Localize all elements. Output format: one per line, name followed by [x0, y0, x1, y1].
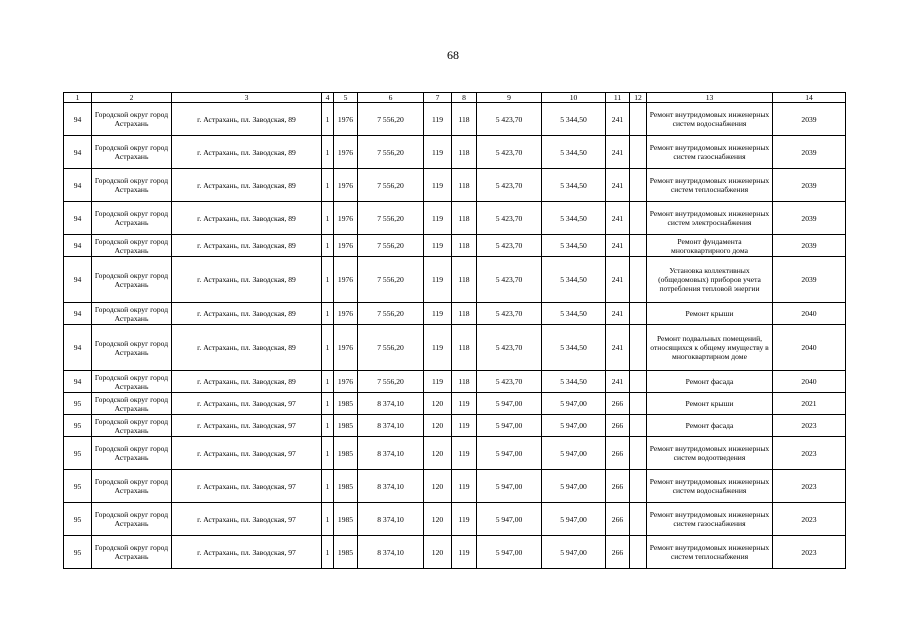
table-cell-col-12 [630, 325, 647, 371]
table-cell-col-2: Городской округ город Астрахань [92, 303, 172, 325]
table-cell-col-3: г. Астрахань, пл. Заводская, 89 [172, 235, 322, 257]
table-cell-col-3: г. Астрахань, пл. Заводская, 89 [172, 257, 322, 303]
table-cell-col-8: 118 [452, 136, 477, 169]
table-cell-col-10: 5 344,50 [542, 169, 606, 202]
table-cell-col-1: 95 [64, 415, 92, 437]
table-cell-col-11: 266 [606, 503, 630, 536]
table-cell-col-2: Городской округ город Астрахань [92, 470, 172, 503]
table-cell-col-6: 7 556,20 [358, 325, 424, 371]
table-cell-col-7: 119 [424, 325, 452, 371]
table-cell-col-14: 2023 [773, 503, 846, 536]
table-cell-col-2: Городской округ город Астрахань [92, 202, 172, 235]
table-cell-col-14: 2023 [773, 470, 846, 503]
table-cell-col-11: 241 [606, 235, 630, 257]
table-cell-col-8: 119 [452, 415, 477, 437]
table-cell-col-13: Ремонт внутридомовых инженерных систем газоснабжения [647, 503, 773, 536]
table-cell-col-14: 2021 [773, 393, 846, 415]
table-cell-col-4: 1 [322, 169, 334, 202]
table-cell-col-10: 5 344,50 [542, 303, 606, 325]
table-cell-col-12 [630, 470, 647, 503]
table-cell-col-11: 266 [606, 536, 630, 569]
table-cell-col-1: 94 [64, 103, 92, 136]
table-cell-col-1: 94 [64, 235, 92, 257]
table-cell-col-7: 120 [424, 503, 452, 536]
table-cell-col-8: 118 [452, 169, 477, 202]
column-number-1: 1 [64, 93, 92, 103]
table-cell-col-10: 5 947,00 [542, 415, 606, 437]
table-cell-col-12 [630, 415, 647, 437]
table-cell-col-5: 1976 [334, 169, 358, 202]
column-number-5: 5 [334, 93, 358, 103]
table-cell-col-11: 241 [606, 136, 630, 169]
table-cell-col-8: 118 [452, 325, 477, 371]
table-cell-col-6: 7 556,20 [358, 235, 424, 257]
page-number: 68 [447, 48, 459, 62]
table-cell-col-8: 118 [452, 303, 477, 325]
table-cell-col-5: 1976 [334, 303, 358, 325]
table-cell-col-13: Ремонт крыши [647, 303, 773, 325]
table-cell-col-14: 2023 [773, 536, 846, 569]
table-cell-col-14: 2039 [773, 103, 846, 136]
table-cell-col-11: 266 [606, 470, 630, 503]
table-cell-col-14: 2023 [773, 415, 846, 437]
table-cell-col-10: 5 947,00 [542, 437, 606, 470]
table-cell-col-14: 2023 [773, 437, 846, 470]
table-cell-col-1: 94 [64, 303, 92, 325]
table-cell-col-1: 94 [64, 257, 92, 303]
table-cell-col-11: 241 [606, 303, 630, 325]
table-cell-col-9: 5 423,70 [477, 235, 542, 257]
table-cell-col-1: 95 [64, 503, 92, 536]
table-cell-col-12 [630, 393, 647, 415]
table-cell-col-8: 118 [452, 371, 477, 393]
table-cell-col-10: 5 947,00 [542, 470, 606, 503]
table-cell-col-6: 8 374,10 [358, 437, 424, 470]
table-row [64, 169, 846, 202]
table-cell-col-9: 5 947,00 [477, 437, 542, 470]
table-cell-col-5: 1976 [334, 257, 358, 303]
table-cell-col-4: 1 [322, 202, 334, 235]
table-cell-col-1: 94 [64, 325, 92, 371]
table-cell-col-3: г. Астрахань, пл. Заводская, 97 [172, 470, 322, 503]
table-cell-col-3: г. Астрахань, пл. Заводская, 97 [172, 393, 322, 415]
table-cell-col-9: 5 423,70 [477, 103, 542, 136]
table-cell-col-9: 5 423,70 [477, 303, 542, 325]
table-cell-col-5: 1985 [334, 393, 358, 415]
table-cell-col-5: 1976 [334, 235, 358, 257]
table-cell-col-11: 266 [606, 393, 630, 415]
table-cell-col-9: 5 423,70 [477, 202, 542, 235]
table-cell-col-9: 5 947,00 [477, 503, 542, 536]
table-cell-col-3: г. Астрахань, пл. Заводская, 89 [172, 371, 322, 393]
table-cell-col-5: 1985 [334, 470, 358, 503]
table-cell-col-11: 241 [606, 103, 630, 136]
table-cell-col-14: 2040 [773, 325, 846, 371]
table-row [64, 257, 846, 303]
table-cell-col-6: 7 556,20 [358, 103, 424, 136]
table-cell-col-4: 1 [322, 393, 334, 415]
table-cell-col-13: Ремонт внутридомовых инженерных систем водоснабжения [647, 470, 773, 503]
table-cell-col-1: 94 [64, 169, 92, 202]
table-cell-col-10: 5 344,50 [542, 202, 606, 235]
table-cell-col-9: 5 423,70 [477, 325, 542, 371]
table-cell-col-12 [630, 437, 647, 470]
table-cell-col-8: 118 [452, 257, 477, 303]
table-cell-col-2: Городской округ город Астрахань [92, 103, 172, 136]
table-cell-col-4: 1 [322, 536, 334, 569]
table-cell-col-10: 5 344,50 [542, 371, 606, 393]
table-row [64, 235, 846, 257]
table-cell-col-1: 94 [64, 371, 92, 393]
column-number-13: 13 [647, 93, 773, 103]
table-cell-col-4: 1 [322, 371, 334, 393]
table-cell-col-3: г. Астрахань, пл. Заводская, 97 [172, 437, 322, 470]
table-cell-col-10: 5 344,50 [542, 257, 606, 303]
table-cell-col-11: 241 [606, 257, 630, 303]
table-cell-col-11: 266 [606, 437, 630, 470]
table-cell-col-10: 5 947,00 [542, 503, 606, 536]
table-cell-col-5: 1985 [334, 415, 358, 437]
table-cell-col-3: г. Астрахань, пл. Заводская, 89 [172, 169, 322, 202]
table-cell-col-6: 7 556,20 [358, 136, 424, 169]
table-cell-col-1: 95 [64, 393, 92, 415]
table-cell-col-6: 7 556,20 [358, 257, 424, 303]
table-row [64, 503, 846, 536]
table-cell-col-12 [630, 536, 647, 569]
table-cell-col-8: 119 [452, 437, 477, 470]
table-cell-col-2: Городской округ город Астрахань [92, 503, 172, 536]
table-cell-col-4: 1 [322, 503, 334, 536]
column-number-row [64, 93, 846, 103]
table-cell-col-13: Ремонт фасада [647, 371, 773, 393]
table-cell-col-11: 241 [606, 371, 630, 393]
table-cell-col-2: Городской округ город Астрахань [92, 235, 172, 257]
table-cell-col-14: 2039 [773, 202, 846, 235]
table-cell-col-8: 119 [452, 470, 477, 503]
table-cell-col-8: 119 [452, 503, 477, 536]
table-cell-col-11: 241 [606, 325, 630, 371]
table-cell-col-7: 119 [424, 303, 452, 325]
table-cell-col-10: 5 947,00 [542, 536, 606, 569]
table-row [64, 136, 846, 169]
table-cell-col-7: 120 [424, 437, 452, 470]
table-cell-col-6: 8 374,10 [358, 415, 424, 437]
table-row [64, 371, 846, 393]
table-cell-col-14: 2039 [773, 136, 846, 169]
table-cell-col-2: Городской округ город Астрахань [92, 371, 172, 393]
table-cell-col-10: 5 344,50 [542, 235, 606, 257]
table-cell-col-10: 5 344,50 [542, 136, 606, 169]
table-cell-col-4: 1 [322, 235, 334, 257]
table-cell-col-7: 119 [424, 371, 452, 393]
table-row [64, 303, 846, 325]
table-cell-col-7: 119 [424, 103, 452, 136]
table-cell-col-7: 119 [424, 257, 452, 303]
table-cell-col-14: 2039 [773, 257, 846, 303]
table-cell-col-11: 241 [606, 202, 630, 235]
column-number-2: 2 [92, 93, 172, 103]
table-cell-col-7: 119 [424, 169, 452, 202]
table-cell-col-14: 2040 [773, 371, 846, 393]
table-cell-col-8: 118 [452, 103, 477, 136]
table-cell-col-2: Городской округ город Астрахань [92, 437, 172, 470]
table-row [64, 470, 846, 503]
column-number-14: 14 [773, 93, 846, 103]
table-cell-col-9: 5 947,00 [477, 415, 542, 437]
table-cell-col-13: Ремонт внутридомовых инженерных систем водоснабжения [647, 103, 773, 136]
table-cell-col-4: 1 [322, 303, 334, 325]
table-cell-col-6: 8 374,10 [358, 470, 424, 503]
table-cell-col-10: 5 947,00 [542, 393, 606, 415]
table-cell-col-12 [630, 136, 647, 169]
table-cell-col-9: 5 947,00 [477, 470, 542, 503]
table-cell-col-8: 118 [452, 235, 477, 257]
table-cell-col-13: Ремонт внутридомовых инженерных систем газоснабжения [647, 136, 773, 169]
table-body [64, 93, 846, 569]
table-cell-col-5: 1985 [334, 503, 358, 536]
table-cell-col-4: 1 [322, 136, 334, 169]
repair-schedule-table [63, 92, 846, 569]
table-cell-col-1: 94 [64, 202, 92, 235]
table-cell-col-11: 241 [606, 169, 630, 202]
table-cell-col-6: 8 374,10 [358, 536, 424, 569]
table-cell-col-12 [630, 303, 647, 325]
table-cell-col-9: 5 423,70 [477, 169, 542, 202]
table-cell-col-2: Городской округ город Астрахань [92, 536, 172, 569]
table-row [64, 437, 846, 470]
table-cell-col-13: Ремонт внутридомовых инженерных систем теплоснабжения [647, 169, 773, 202]
column-number-7: 7 [424, 93, 452, 103]
table-row [64, 393, 846, 415]
table-cell-col-13: Ремонт внутридомовых инженерных систем теплоснабжения [647, 536, 773, 569]
table-cell-col-14: 2039 [773, 169, 846, 202]
table-row [64, 103, 846, 136]
table-row [64, 325, 846, 371]
table-cell-col-6: 8 374,10 [358, 503, 424, 536]
table-cell-col-12 [630, 169, 647, 202]
table-cell-col-3: г. Астрахань, пл. Заводская, 97 [172, 536, 322, 569]
table-cell-col-13: Ремонт внутридомовых инженерных систем водоотведения [647, 437, 773, 470]
table-cell-col-9: 5 947,00 [477, 536, 542, 569]
table-cell-col-5: 1976 [334, 136, 358, 169]
column-number-8: 8 [452, 93, 477, 103]
table-cell-col-9: 5 423,70 [477, 136, 542, 169]
table-cell-col-7: 120 [424, 536, 452, 569]
table-cell-col-13: Установка коллективных (общедомовых) приборов учета потребления тепловой энергии [647, 257, 773, 303]
table-cell-col-8: 119 [452, 536, 477, 569]
table-cell-col-7: 120 [424, 470, 452, 503]
table-cell-col-13: Ремонт крыши [647, 393, 773, 415]
table-cell-col-4: 1 [322, 437, 334, 470]
table-row [64, 202, 846, 235]
table-cell-col-5: 1985 [334, 437, 358, 470]
table-cell-col-3: г. Астрахань, пл. Заводская, 97 [172, 503, 322, 536]
table-cell-col-1: 95 [64, 437, 92, 470]
table-cell-col-7: 119 [424, 136, 452, 169]
table-cell-col-1: 94 [64, 136, 92, 169]
table-cell-col-7: 119 [424, 235, 452, 257]
table-cell-col-4: 1 [322, 103, 334, 136]
table-cell-col-11: 266 [606, 415, 630, 437]
table-cell-col-12 [630, 202, 647, 235]
table-cell-col-4: 1 [322, 257, 334, 303]
table-cell-col-2: Городской округ город Астрахань [92, 393, 172, 415]
table-cell-col-7: 119 [424, 202, 452, 235]
table-cell-col-2: Городской округ город Астрахань [92, 136, 172, 169]
table-cell-col-6: 7 556,20 [358, 202, 424, 235]
table-cell-col-5: 1985 [334, 536, 358, 569]
table-cell-col-13: Ремонт подвальных помещений, относящихся к общему имуществу в многоквартирном доме [647, 325, 773, 371]
table-cell-col-14: 2040 [773, 303, 846, 325]
table-cell-col-14: 2039 [773, 235, 846, 257]
table-cell-col-13: Ремонт внутридомовых инженерных систем электроснабжения [647, 202, 773, 235]
table-cell-col-3: г. Астрахань, пл. Заводская, 89 [172, 325, 322, 371]
table-cell-col-4: 1 [322, 325, 334, 371]
table-cell-col-2: Городской округ город Астрахань [92, 169, 172, 202]
table-cell-col-6: 7 556,20 [358, 371, 424, 393]
table-cell-col-7: 120 [424, 415, 452, 437]
table-cell-col-2: Городской округ город Астрахань [92, 415, 172, 437]
table-cell-col-12 [630, 235, 647, 257]
table-cell-col-12 [630, 371, 647, 393]
table-cell-col-9: 5 423,70 [477, 371, 542, 393]
column-number-3: 3 [172, 93, 322, 103]
table-cell-col-4: 1 [322, 415, 334, 437]
table-cell-col-12 [630, 103, 647, 136]
table-cell-col-10: 5 344,50 [542, 325, 606, 371]
table-cell-col-3: г. Астрахань, пл. Заводская, 89 [172, 103, 322, 136]
table-cell-col-3: г. Астрахань, пл. Заводская, 89 [172, 303, 322, 325]
table-cell-col-2: Городской округ город Астрахань [92, 325, 172, 371]
table-cell-col-6: 7 556,20 [358, 303, 424, 325]
table-cell-col-7: 120 [424, 393, 452, 415]
table-cell-col-4: 1 [322, 470, 334, 503]
table-cell-col-12 [630, 257, 647, 303]
table-cell-col-8: 119 [452, 393, 477, 415]
table-row [64, 415, 846, 437]
table-cell-col-5: 1976 [334, 103, 358, 136]
column-number-12: 12 [630, 93, 647, 103]
table-cell-col-1: 95 [64, 536, 92, 569]
table-cell-col-5: 1976 [334, 371, 358, 393]
table-row [64, 536, 846, 569]
table-cell-col-9: 5 947,00 [477, 393, 542, 415]
table-cell-col-3: г. Астрахань, пл. Заводская, 89 [172, 136, 322, 169]
table-cell-col-10: 5 344,50 [542, 103, 606, 136]
table-cell-col-5: 1976 [334, 202, 358, 235]
table-cell-col-9: 5 423,70 [477, 257, 542, 303]
table-cell-col-1: 95 [64, 470, 92, 503]
table-cell-col-6: 8 374,10 [358, 393, 424, 415]
table-cell-col-5: 1976 [334, 325, 358, 371]
table-cell-col-3: г. Астрахань, пл. Заводская, 89 [172, 202, 322, 235]
table-cell-col-13: Ремонт фундамента многоквартирного дома [647, 235, 773, 257]
column-number-11: 11 [606, 93, 630, 103]
table-cell-col-6: 7 556,20 [358, 169, 424, 202]
column-number-9: 9 [477, 93, 542, 103]
table-cell-col-13: Ремонт фасада [647, 415, 773, 437]
table-cell-col-3: г. Астрахань, пл. Заводская, 97 [172, 415, 322, 437]
table-cell-col-2: Городской округ город Астрахань [92, 257, 172, 303]
table-cell-col-12 [630, 503, 647, 536]
column-number-10: 10 [542, 93, 606, 103]
table-cell-col-8: 118 [452, 202, 477, 235]
column-number-6: 6 [358, 93, 424, 103]
column-number-4: 4 [322, 93, 334, 103]
